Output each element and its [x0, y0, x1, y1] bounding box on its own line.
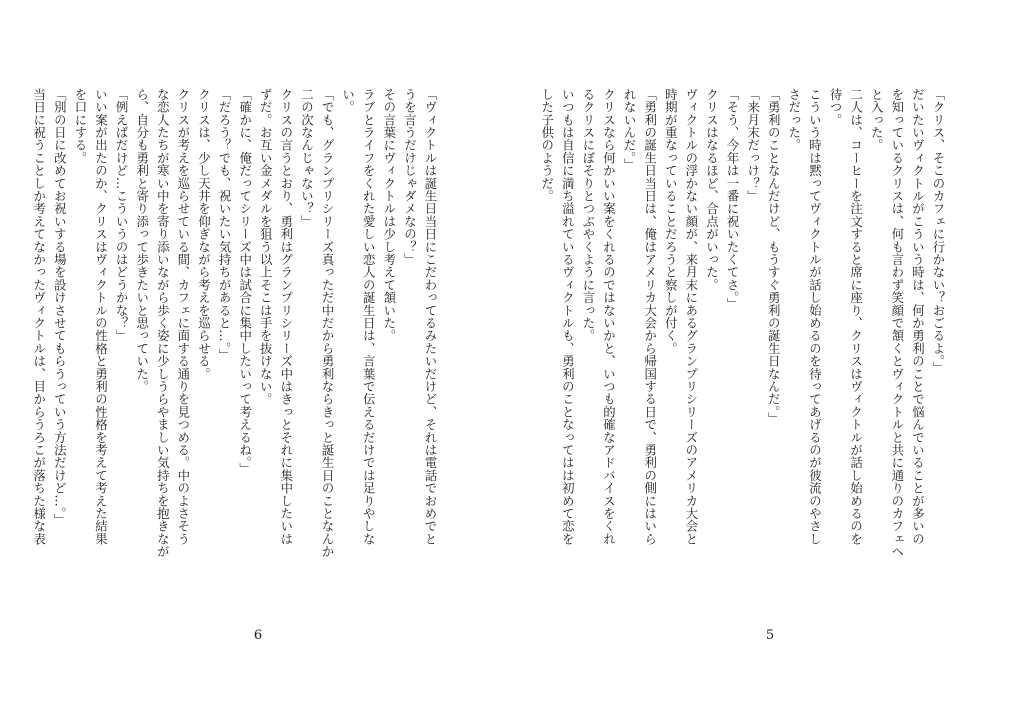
text-line: るクリスにぼそりとつぶやくように言った。 [580, 88, 596, 342]
text-line: 待つ。 [828, 88, 844, 127]
text-line: 時期が重なっていることだろうと察しが付く。 [663, 88, 679, 355]
text-line: だいたいヴィクトルがこういう時は、何か勇利のことで悩んでいることが多いの [910, 88, 926, 546]
text-line: クリスの言うとおり、勇利はグランプリシリーズ中はきっとそれに集中したいは [278, 88, 294, 546]
text-line: を知っているクリスは、何も言わず笑顔で頷くとヴィクトルと共に通りのカフェへ [889, 88, 905, 558]
text-line: うを言うだけじゃダメなの？」 [402, 88, 418, 266]
right-page-number: 5 [765, 628, 775, 643]
right-page [512, 0, 1024, 724]
text-line: その言葉にヴィクトルは少し考えて頷いた。 [381, 88, 397, 342]
text-line: クリスは、少し天井を仰ぎながら考えを巡らせる。 [196, 88, 212, 381]
text-line: クリスなら何かいい案をくれるのではないかと、いつも的確なアドバイスをくれ [601, 88, 617, 546]
text-line: 当日に祝うことしか考えてなかったヴィクトルは、目からうろこが落ちた様な表 [31, 88, 47, 546]
text-line: ら、自分も勇利と寄り添って歩きたいと思っていた。 [134, 88, 150, 393]
text-line: 「ヴィクトルは誕生日当日にこだわってるみたいだけど、それは電話でおめでと [423, 88, 438, 546]
text-line: 「来月末だっけ？」 [745, 88, 761, 203]
text-line: クリスはなるほど、合点がいった。 [704, 88, 720, 292]
text-line: れないんだ。」 [622, 88, 638, 171]
text-line: な恋人たちが寒い中を寄り添いながら歩く姿に少しうらやましい気持ちを抱きなが [155, 88, 171, 558]
text-line: いい案が出たのか、クリスはヴィクトルの性格と勇利の性格を考えて考えた結果 [93, 88, 109, 546]
text-line: こういう時は黙ってヴィクトルが話し始めるのを待ってあげるのが彼流のやさし [807, 88, 823, 546]
text-line: 二人は、コーヒーを注文すると席に座り、クリスはヴィクトルが話し始めるのを [848, 88, 864, 546]
text-line: した子供のようだ。 [539, 88, 555, 203]
text-line: クリスが考えを巡らせている間、カフェに面する通りを見つめる。中のよさそう [175, 88, 191, 546]
text-line: 「だろう？でも、祝いたい気持ちがあると…。」 [217, 88, 233, 362]
text-line: いつもは自信に満ち溢れているヴィクトルも、勇利のことなってはは初めて恋を [560, 88, 576, 546]
right-page-body-text [539, 88, 948, 598]
text-line: 「確かに、俺だってシリーズ中は試合に集中したいって考えるね。」 [237, 88, 253, 476]
text-line: さだった。 [786, 88, 802, 152]
text-line: 「例えばだけど…こういうのはどうかな？」 [114, 88, 130, 342]
text-line: 「そう、今年は一番に祝いたくてさ。」 [725, 88, 741, 311]
text-line: い。 [340, 88, 356, 114]
text-line: 「別の日に改めてお祝いする場を設けさせてもらうっていう方法だけど…。」 [52, 88, 68, 527]
text-line: ずだ。お互い金メダルを狙う以上そこは手を抜けない。 [258, 88, 274, 406]
text-line: 「勇利の誕生日当日は、俺はアメリカ大会から帰国する日で、勇利の側にはいら [642, 88, 658, 546]
text-line: 「クリス、そこのカフェに行かない？おごるよ。」 [931, 88, 946, 374]
text-line: ラブとライフをくれた愛しい恋人の誕生日は、言葉で伝えるだけでは足りやしな [361, 88, 377, 546]
text-line: 「勇利のことなんだけど、もうすぐ勇利の誕生日なんだ。」 [766, 88, 782, 425]
text-line: 「でも、グランプリシリーズ真っただ中だから勇利ならきっと誕生日のことなんか [320, 88, 336, 558]
text-line: と入った。 [869, 88, 885, 152]
text-line: を口にする。 [72, 88, 88, 165]
left-page-body-text [31, 88, 440, 598]
left-page-number: 6 [253, 628, 263, 643]
text-line: 二の次なんじゃない？」 [299, 88, 315, 228]
text-line: ヴィクトルの浮かない顔が、来月末にあるグランプリシリーズのアメリカ大会と [683, 88, 699, 546]
